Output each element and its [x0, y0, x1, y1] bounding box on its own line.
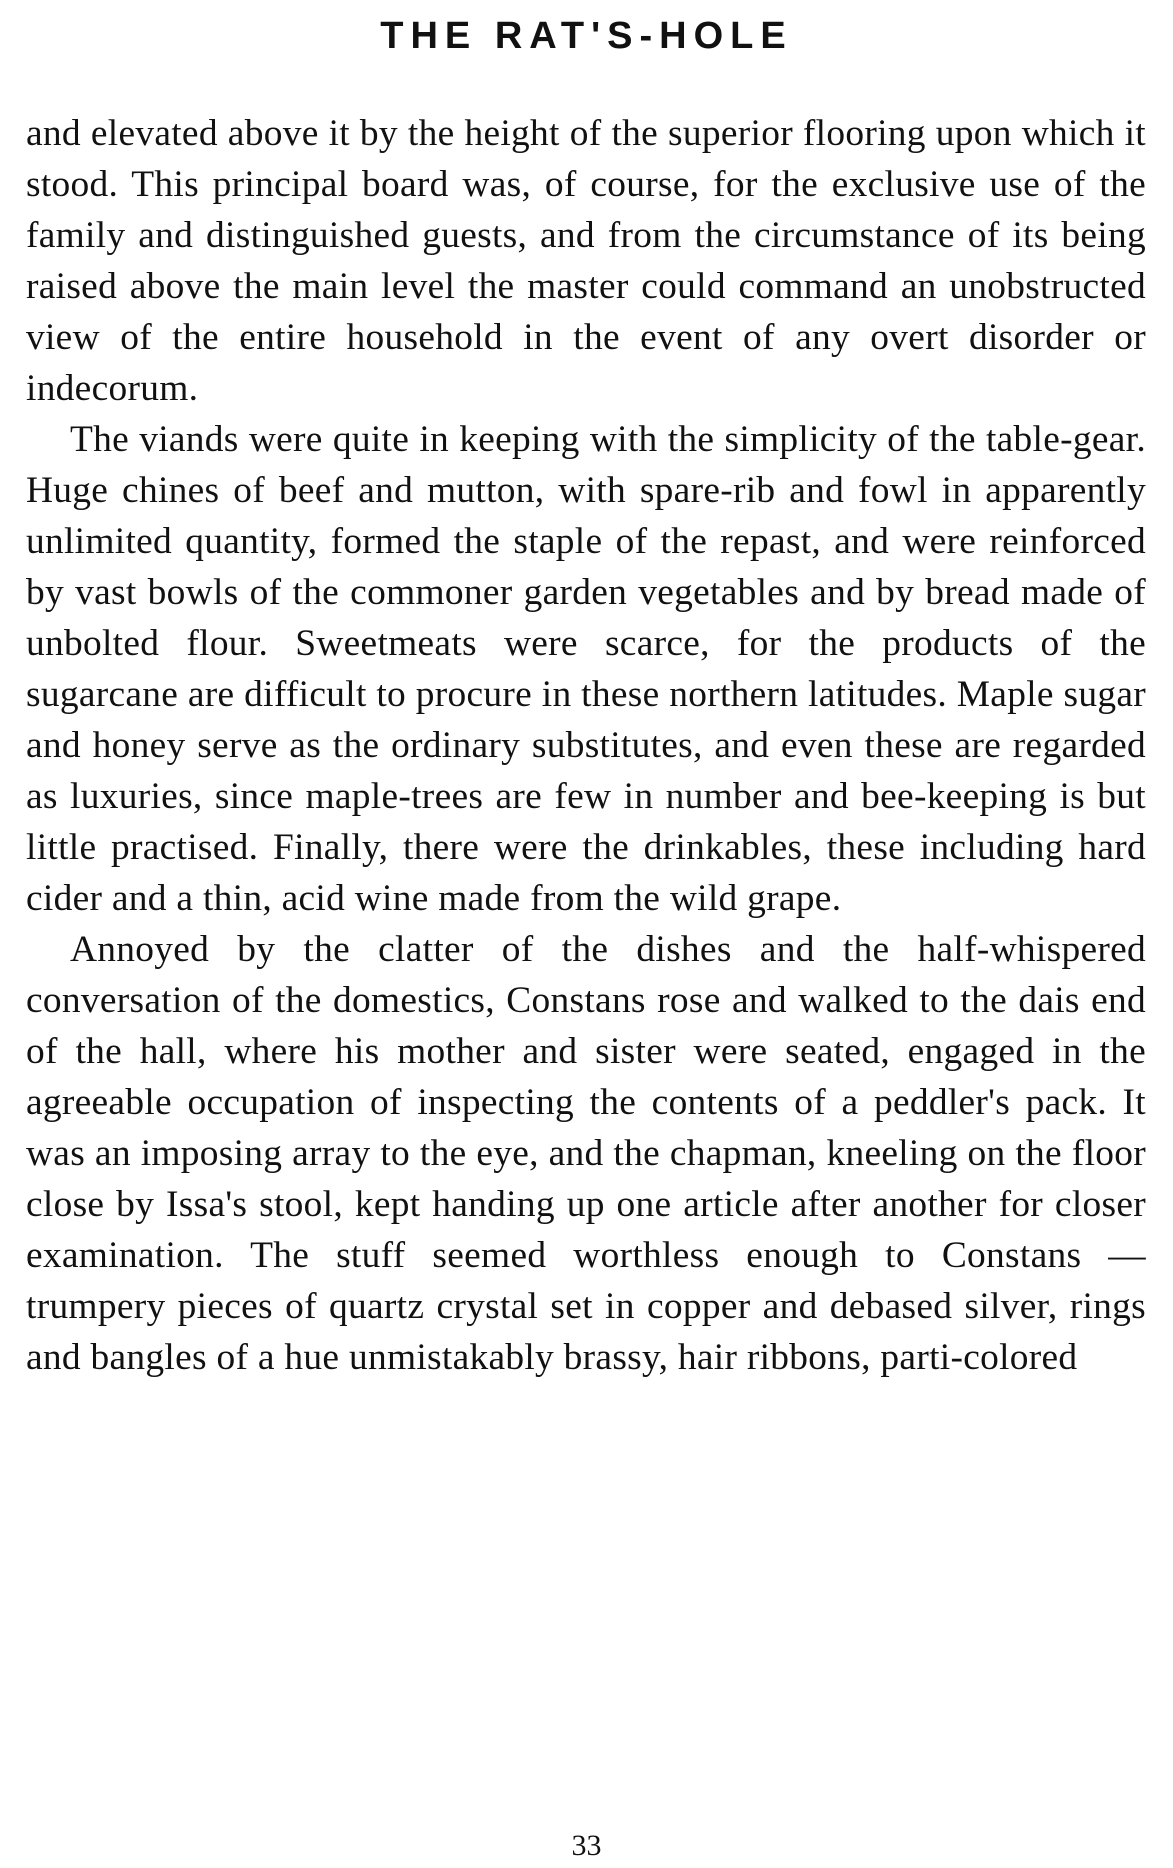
- paragraph-viands: The viands were quite in keeping with the simplicity of the table-gear. Huge chines of beef and mutton, with spare-rib and fowl in apparently unlimited quantity, formed the staple of the repast, and were reinforced by vast bowls of the commoner garden vegetables and by bread made of unbolted flour. Sweetmeats were scarce, for the products of the sugarcane are difficult to procure in these northern latitudes. Maple sugar and honey serve as the ordinary substitutes, and even these are regarded as luxuries, since maple-trees are few in number and bee-keeping is but little practised. Finally, there were the drinkables, these including hard cider and a thin, acid wine made from the wild grape.: [26, 419, 1146, 919]
- paragraph-continuation: and elevated above it by the height of the superior flooring upon which it stood. This principal board was, of course, for the exclusive use of the family and distinguished guests, and from the circumstance of its being raised above the main level the master could command an unobstructed view of the entire household in the event of any overt disorder or indecorum.: [26, 113, 1146, 409]
- paragraph-constans: Annoyed by the clatter of the dishes and the half-whispered conversation of the domestics, Constans rose and walked to the dais end of the hall, where his mother and sister were seated, engaged in the agreeable occupation of inspecting the contents of a peddler's pack. It was an imposing array to the eye, and the chapman, kneeling on the floor close by Issa's stool, kept handing up one article after another for closer examination. The stuff seemed worthless enough to Constans — trumpery pieces of quartz crystal set in copper and debased silver, rings and bangles of a hue unmistakably brassy, hair ribbons, parti-colored: [26, 929, 1146, 1378]
- page-number: 33: [571, 1829, 602, 1862]
- running-head: THE RAT'S-HOLE: [380, 15, 793, 57]
- body-text: [26, 108, 1146, 1383]
